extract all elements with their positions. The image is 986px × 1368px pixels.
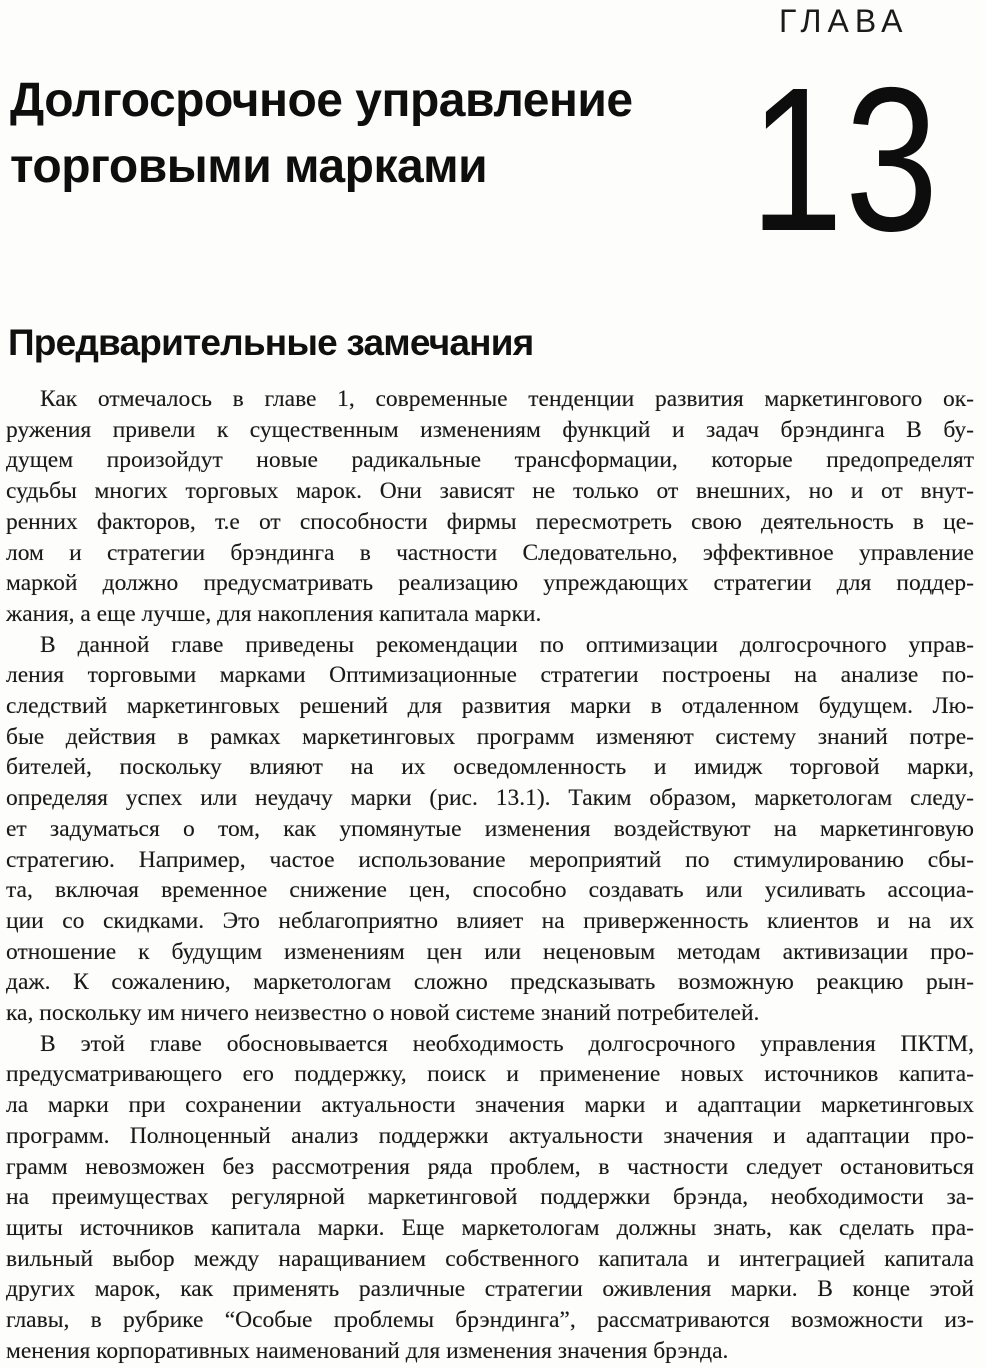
body-text (6, 384, 974, 1367)
text-line: судьбы многих торговых марок. Они зависят не только от внешних, но и от внут- (6, 478, 974, 505)
text-line: грамм невозможен без рассмотрения ряда проблем, в частности следует остановиться (6, 1153, 974, 1180)
chapter-title (10, 68, 633, 200)
text-line: В данной главе приведены рекомендации по оптимизации долгосрочного управ- (40, 631, 974, 658)
text-line: определяя успех или неудачу марки (рис. 13.1). Таким образом, маркетологам следу- (6, 785, 974, 812)
text-line: ции со скидками. Это неблагоприятно влияет на приверженность клиентов и на их (6, 907, 974, 934)
text-line: ренних факторов, т.е от способности фирмы пересмотреть свою деятельность в це- (6, 508, 974, 535)
text-line: программ. Полноценный анализ поддержки актуальности значения и адаптации про- (6, 1122, 974, 1149)
text-line: на преимуществах регулярной маркетинговой поддержки брэнда, необходимости за- (6, 1184, 974, 1211)
text-line: предусматривающего его поддержку, поиск и применение новых источников капита- (6, 1061, 974, 1088)
chapter-number: 13 (749, 45, 940, 274)
chapter-title-line-1: Долгосрочное управление (10, 74, 633, 127)
text-line: бые действия в рамках маркетинговых программ изменяют систему знаний потре- (6, 723, 974, 750)
text-line: бителей, поскольку влияют на их осведомленность и имидж торговой марки, (6, 754, 974, 781)
text-line: других марок, как применять различные стратегии оживления марки. В конце этой (6, 1276, 974, 1303)
text-line: главы, в рубрике “Особые проблемы брэндинга”, рассматриваются возможности из- (6, 1307, 974, 1334)
text-line: ла марки при сохранении актуальности значения марки и адаптации маркетинговых (6, 1092, 974, 1119)
text-line: стратегию. Например, частое использование мероприятий по стимулированию сбы- (6, 846, 974, 873)
text-line: ет задуматься о том, как упомянутые изменения воздействуют на маркетинговую (6, 815, 974, 842)
text-line: дущем произойдут новые радикальные трансформации, которые предопределят (6, 447, 974, 474)
text-line: щиты источников капитала марки. Еще маркетологам должны знать, как сделать пра- (6, 1214, 974, 1241)
text-line: даж. К сожалению, маркетологам сложно предсказывать возможную реакцию рын- (6, 969, 974, 996)
text-line: В этой главе обосновывается необходимость долгосрочного управления ПКТМ, (40, 1030, 974, 1057)
text-line: отношение к будущим изменениям цен или неценовым методам активизации про- (6, 938, 974, 965)
paragraph (6, 384, 974, 630)
text-line: ка, поскольку им ничего неизвестно о новой системе знаний потребителей. (6, 1000, 760, 1027)
text-line: менения корпоративных наименований для изменения значения брэнда. (6, 1337, 729, 1364)
paragraph (6, 630, 974, 1029)
text-line: вильный выбор между наращиванием собственного капитала и интеграцией капитала (6, 1245, 974, 1272)
text-line: ления торговыми марками Оптимизационные стратегии построены на анализе по- (6, 662, 974, 689)
section-heading: Предварительные замечания (8, 322, 534, 363)
text-line: Как отмечалось в главе 1, современные тенденции развития маркетингового ок- (40, 386, 974, 412)
paragraph (6, 1029, 974, 1367)
text-line: жания, а еще лучше, для накопления капитала марки. (6, 600, 542, 627)
text-line: маркой должно предусматривать реализацию упреждающих стратегии для поддер- (6, 570, 974, 597)
chapter-label: ГЛАВА (779, 3, 909, 39)
text-line: следствий маркетинговых решений для развития марки в отдаленном будущем. Лю- (6, 693, 974, 720)
text-line: ружения привели к существенным изменениям функций и задач брэндинга В бу- (6, 416, 974, 443)
text-line: лом и стратегии брэндинга в частности Следовательно, эффективное управление (6, 539, 974, 566)
text-line: та, включая временное снижение цен, способно создавать или усиливать ассоциа- (6, 877, 974, 904)
chapter-title-line-2: торговыми марками (10, 140, 488, 193)
